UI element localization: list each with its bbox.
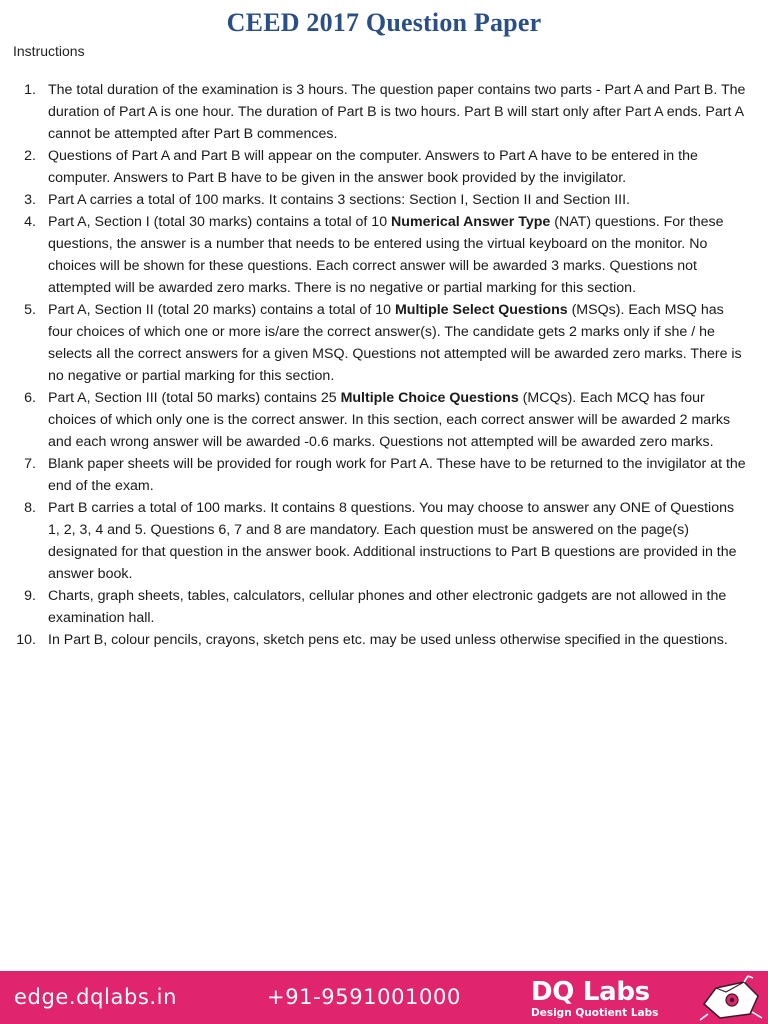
footer-bar <box>0 971 768 1024</box>
instruction-number: 10. <box>16 632 36 648</box>
instruction-text-run: The total duration of the examination is 3 hours. The question paper contains two parts - Part A and Part B. The duration of Part A is one hour. The duration of Part B is two hours. Part B will start only after Part A ends. Part A cannot be attempted after Part B commences. <box>48 82 746 142</box>
website-link[interactable]: edge.dqlabs.in <box>14 985 178 1009</box>
brand-tagline: Design Quotient Labs <box>531 1007 659 1019</box>
instruction-text <box>48 79 748 145</box>
instruction-number: 5. <box>24 302 36 318</box>
instruction-text-run: Questions of Part A and Part B will appear on the computer. Answers to Part A have to be entered in the computer. Answers to Part B have to be given in the answer book provided by the invigilator. <box>48 148 698 186</box>
instruction-text-run: In Part B, colour pencils, crayons, sketch pens etc. may be used unless otherwise specified in the questions. <box>48 632 728 648</box>
instruction-text <box>48 629 748 651</box>
instruction-text <box>48 189 748 211</box>
instruction-item <box>0 453 768 497</box>
emphasized-term: Numerical Answer Type <box>391 214 551 230</box>
instructions-list <box>0 79 768 651</box>
brand-name: DQ Labs <box>531 977 650 1007</box>
instruction-number: 4. <box>24 214 36 230</box>
instruction-text-run: Blank paper sheets will be provided for rough work for Part A. These have to be returned to the invigilator at the end of the exam. <box>48 456 746 494</box>
instruction-number: 2. <box>24 148 36 164</box>
instruction-number: 9. <box>24 588 36 604</box>
instruction-number: 8. <box>24 500 36 516</box>
instruction-item <box>0 629 768 651</box>
instruction-number: 1. <box>24 82 36 98</box>
instruction-text <box>48 585 748 629</box>
robot-mascot-icon <box>696 974 766 1022</box>
instruction-text <box>48 145 748 189</box>
page-title: CEED 2017 Question Paper <box>226 8 542 37</box>
instruction-text-run: Charts, graph sheets, tables, calculators, cellular phones and other electronic gadgets are not allowed in the examination hall. <box>48 588 727 626</box>
instruction-item <box>0 189 768 211</box>
instruction-item <box>0 299 768 387</box>
instruction-item <box>0 585 768 629</box>
instruction-item <box>0 211 768 299</box>
instruction-item <box>0 387 768 453</box>
instruction-item <box>0 145 768 189</box>
instruction-number: 3. <box>24 192 36 208</box>
instruction-text-run: Part A, Section I (total 30 marks) contains a total of 10 <box>48 214 392 230</box>
instruction-text-run: (NAT) questions. For these questions, the answer is a number that needs to be entered using the virtual keyboard on the monitor. No choices will be shown for these questions. Each correct answer will be awarded 3 marks. Questions not attempted will be awarded zero marks. There is no negative or partial marking for this section. <box>48 214 724 296</box>
emphasized-term: Multiple Select Questions <box>394 302 568 318</box>
instruction-number: 7. <box>24 456 36 472</box>
emphasized-term: Multiple Choice Questions <box>340 390 519 406</box>
instruction-text <box>48 453 748 497</box>
instruction-number: 6. <box>24 390 36 406</box>
instruction-item <box>0 79 768 145</box>
instructions-heading: Instructions <box>13 43 85 59</box>
instruction-text <box>48 211 748 299</box>
instruction-text-run: Part B carries a total of 100 marks. It contains 8 questions. You may choose to answer any ONE of Questions 1, 2, 3, 4 and 5. Questions 6, 7 and 8 are mandatory. Each question must be answered on the page(s) designated for that question in the answer book. Additional instructions to Part B questions are provided in the answer book. <box>48 500 737 582</box>
instruction-text-run: Part A carries a total of 100 marks. It contains 3 sections: Section I, Section II and Section III. <box>48 192 630 208</box>
instruction-text-run: Part A, Section III (total 50 marks) contains 25 <box>48 390 341 406</box>
phone-number: +91-9591001000 <box>267 985 461 1009</box>
instruction-text <box>48 387 748 453</box>
instruction-text <box>48 497 748 585</box>
instruction-text <box>48 299 748 387</box>
instruction-text-run: Part A, Section II (total 20 marks) contains a total of 10 <box>48 302 395 318</box>
instruction-text-run: (MSQs). Each MSQ has four choices of which one or more is/are the correct answer(s). The candidate gets 2 marks only if she / he selects all the correct answers for a given MSQ. Questions not attempted will be awarded zero marks. There is no negative or partial marking for this section. <box>48 302 742 384</box>
brand-logo <box>524 971 768 1024</box>
instruction-item <box>0 497 768 585</box>
instruction-text-run: (MCQs). Each MCQ has four choices of which only one is the correct answer. In this section, each correct answer will be awarded 2 marks and each wrong answer will be awarded -0.6 marks. Questions not attempted will be awarded zero marks. <box>48 390 731 450</box>
